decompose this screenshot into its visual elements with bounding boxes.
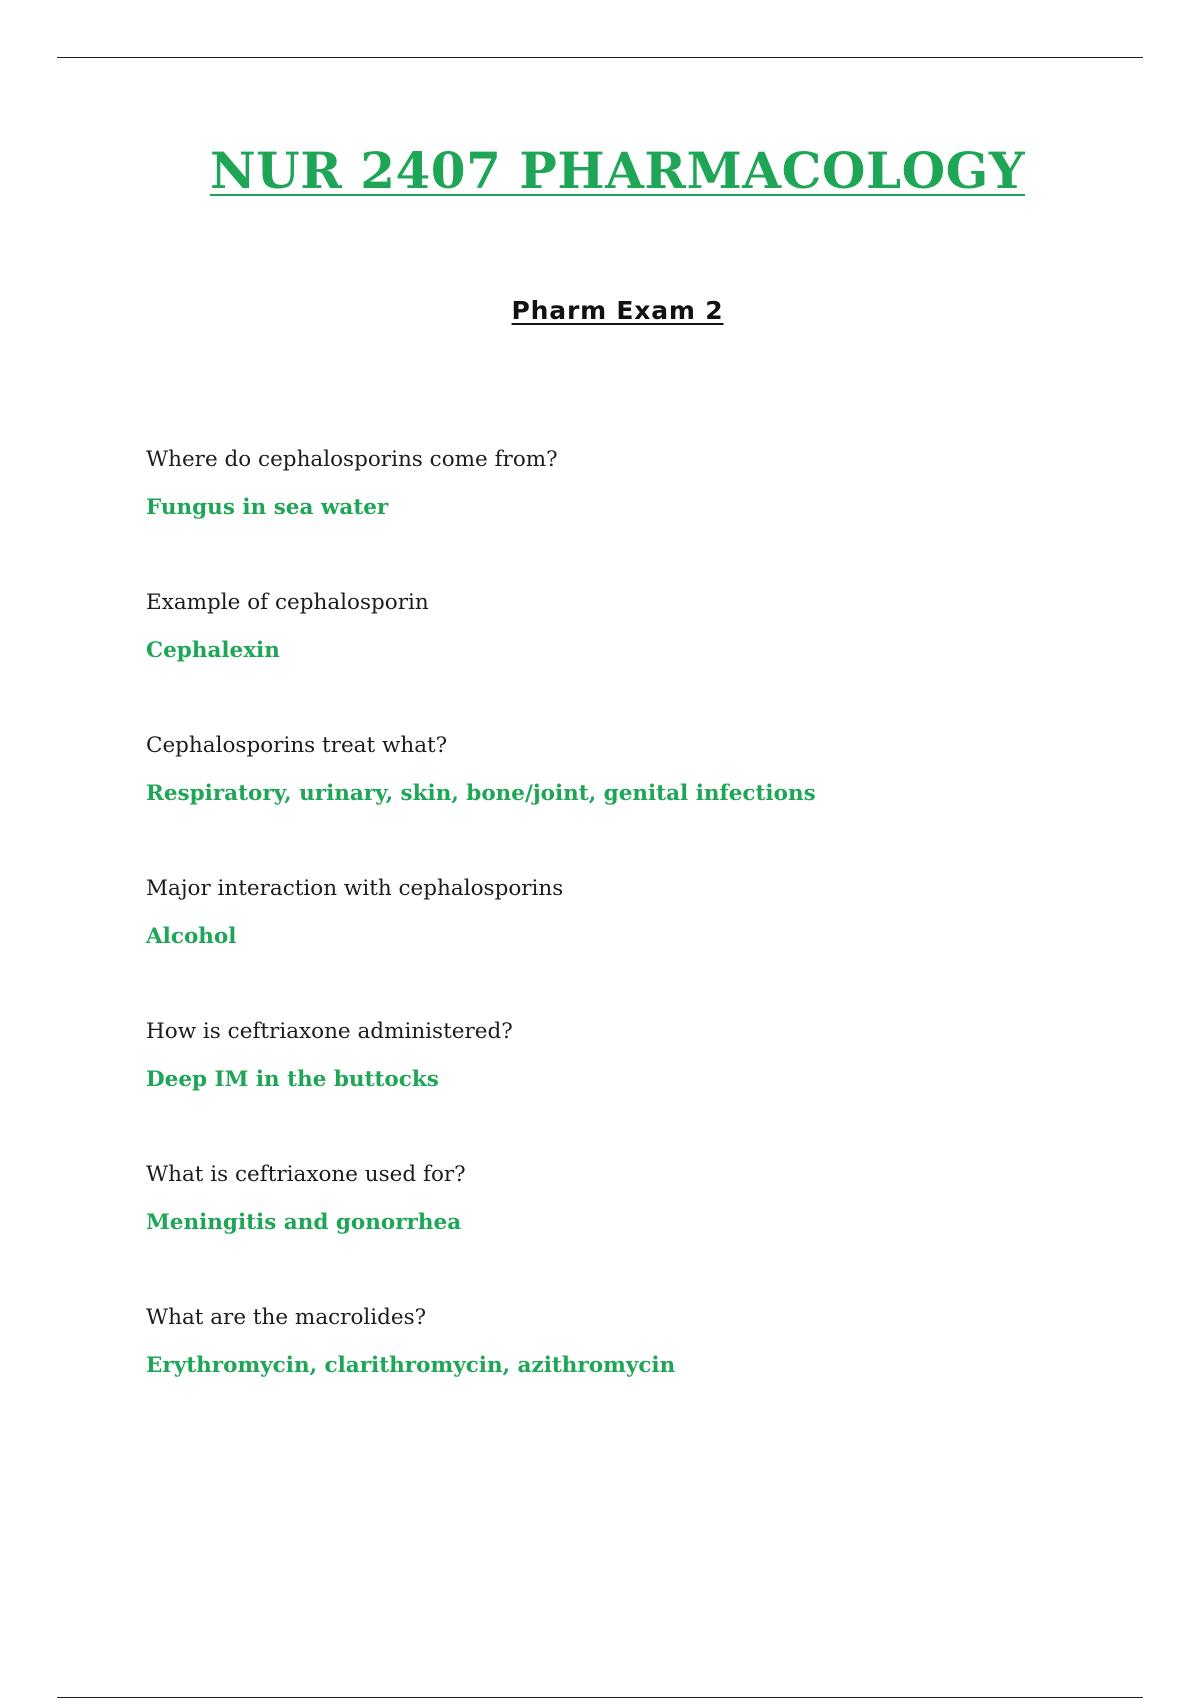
answer-text: Deep IM in the buttocks <box>146 1067 439 1092</box>
bottom-rule <box>57 1697 1143 1698</box>
answer-text: Erythromycin, clarithromycin, azithromycin <box>146 1353 676 1378</box>
question-text: What are the macrolides? <box>146 1305 427 1330</box>
question-text: What is ceftriaxone used for? <box>146 1162 466 1187</box>
top-rule <box>57 57 1143 58</box>
answer-text: Alcohol <box>146 924 237 949</box>
qa-item <box>146 1304 1146 1447</box>
qa-item <box>146 589 1146 732</box>
qa-item <box>146 1018 1146 1161</box>
question-text: Cephalosporins treat what? <box>146 733 448 758</box>
question-text: Where do cephalosporins come from? <box>146 447 558 472</box>
qa-item <box>146 732 1146 875</box>
question-text: Example of cephalosporin <box>146 590 429 615</box>
question-text: Major interaction with cephalosporins <box>146 876 564 901</box>
qa-item <box>146 446 1146 589</box>
question-text: How is ceftriaxone administered? <box>146 1019 513 1044</box>
document-title: NUR 2407 PHARMACOLOGY <box>209 141 1026 200</box>
qa-item <box>146 875 1146 1018</box>
answer-text: Respiratory, urinary, skin, bone/joint, genital infections <box>146 781 816 806</box>
answer-text: Meningitis and gonorrhea <box>146 1210 462 1235</box>
document-subtitle: Pharm Exam 2 <box>511 296 724 325</box>
qa-item <box>146 1161 1146 1304</box>
answer-text: Cephalexin <box>146 638 280 663</box>
qa-list <box>146 446 1146 1447</box>
answer-text: Fungus in sea water <box>146 495 389 520</box>
